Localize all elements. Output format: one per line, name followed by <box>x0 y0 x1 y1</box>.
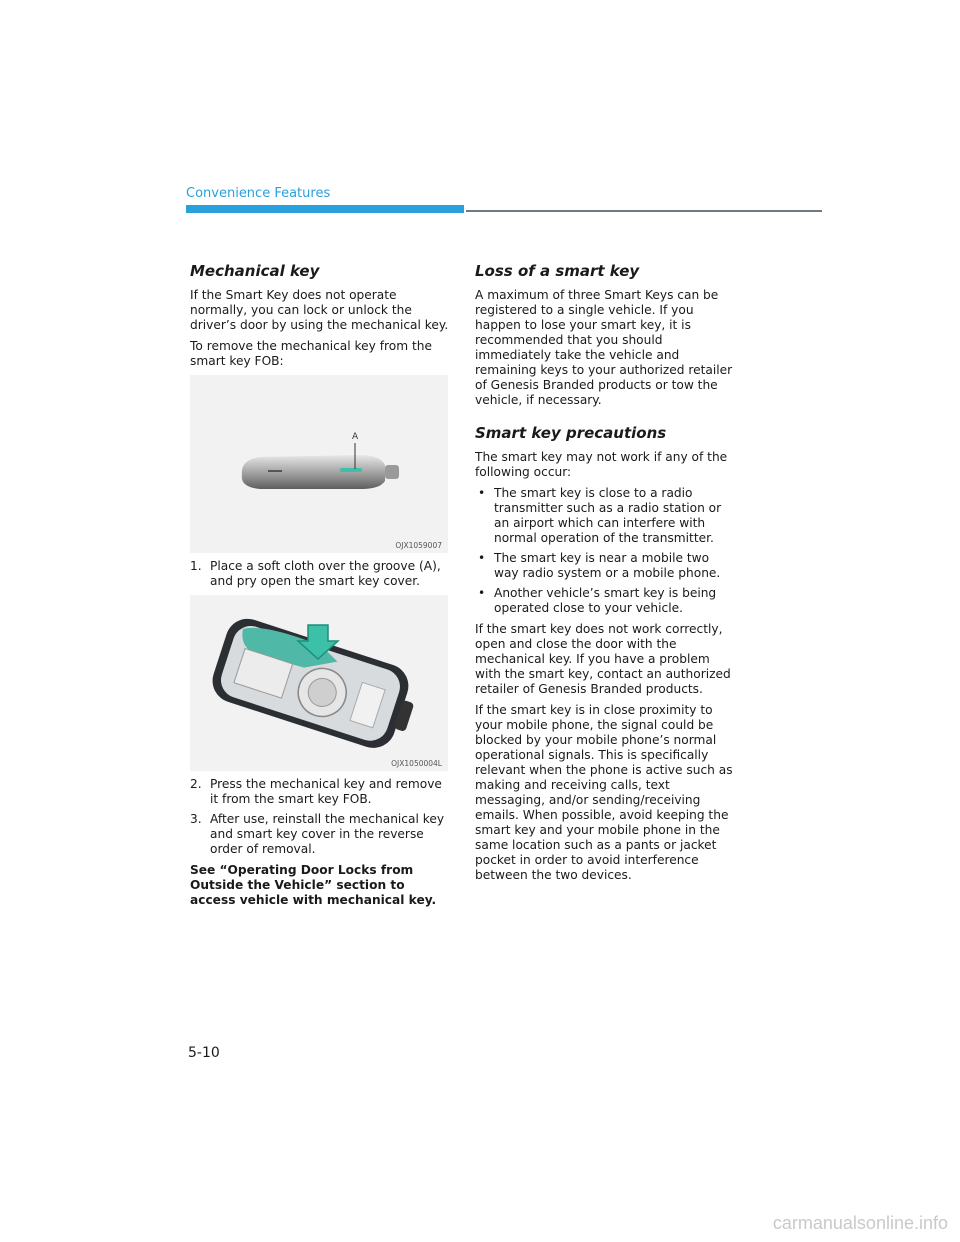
key-fob-open-illustration <box>190 595 448 771</box>
mechanical-key-intro: If the Smart Key does not operate normally, you can lock or unlock the driver’s door by using the mechanical key. <box>190 288 449 332</box>
left-column <box>190 262 452 914</box>
see-operating-door-locks-note: See “Operating Door Locks from Outside the Vehicle” section to access vehicle with mechanical key. <box>190 863 437 907</box>
loss-text: A maximum of three Smart Keys can be registered to a single vehicle. If you happen to lose your smart key, it is recommended that you should immediately take the vehicle and remaining keys to your authorized retailer of Genesis Branded products or tow the vehicle, if necessary. <box>475 288 733 407</box>
steps-list-b <box>190 777 452 857</box>
step-1: 1. Place a soft cloth over the groove (A), and pry open the smart key cover. <box>190 559 441 588</box>
precaution-item: • Another vehicle’s smart key is being operated close to your vehicle. <box>475 586 737 616</box>
precautions-list <box>475 486 737 616</box>
loss-heading: Loss of a smart key <box>475 262 640 280</box>
right-column <box>475 262 737 889</box>
step-3: 3. After use, reinstall the mechanical key and smart key cover in the reverse order of removal. <box>190 812 445 856</box>
figure1-code: OJX1059007 <box>395 541 442 550</box>
steps-list-a <box>190 559 452 589</box>
figure-key-fob-open <box>190 595 448 771</box>
watermark: carmanualsonline.info <box>772 1213 948 1233</box>
section-title: Convenience Features <box>186 186 331 201</box>
callout-a: A <box>352 432 359 442</box>
page-number: 5-10 <box>188 1045 220 1061</box>
precautions-intro: The smart key may not work if any of the following occur: <box>475 450 728 479</box>
key-fob-side-illustration <box>190 375 448 553</box>
remove-intro: To remove the mechanical key from the smart key FOB: <box>190 339 432 368</box>
mechanical-key-heading: Mechanical key <box>190 262 320 280</box>
figure-key-fob-side <box>190 375 448 553</box>
step-2: 2. Press the mechanical key and remove it from the smart key FOB. <box>190 777 442 806</box>
precautions-para-1: If the smart key does not work correctly, open and close the door with the mechanical key. If you have a problem with the smart key, contact an authorized retailer of Genesis Branded products. <box>475 622 731 696</box>
header-rule <box>466 210 822 212</box>
precaution-item: • The smart key is near a mobile two way radio system or a mobile phone. <box>475 551 737 581</box>
precautions-heading: Smart key precautions <box>475 424 667 442</box>
precaution-item: • The smart key is close to a radio transmitter such as a radio station or an airport which can interfere with normal operation of the transmitter. <box>475 486 737 546</box>
header-accent-bar <box>186 205 464 213</box>
precautions-para-2: If the smart key is in close proximity to your mobile phone, the signal could be blocked by your mobile phone’s normal operational signals. This is specifically relevant when the phone is active such as making and receiving calls, text messaging, and/or sending/receiving emails. When possible, avoid keeping the smart key and your mobile phone in the same location such as a pants or jacket pocket in order to avoid interference between the two devices. <box>475 703 733 882</box>
figure2-code: OJX1050004L <box>391 759 442 768</box>
